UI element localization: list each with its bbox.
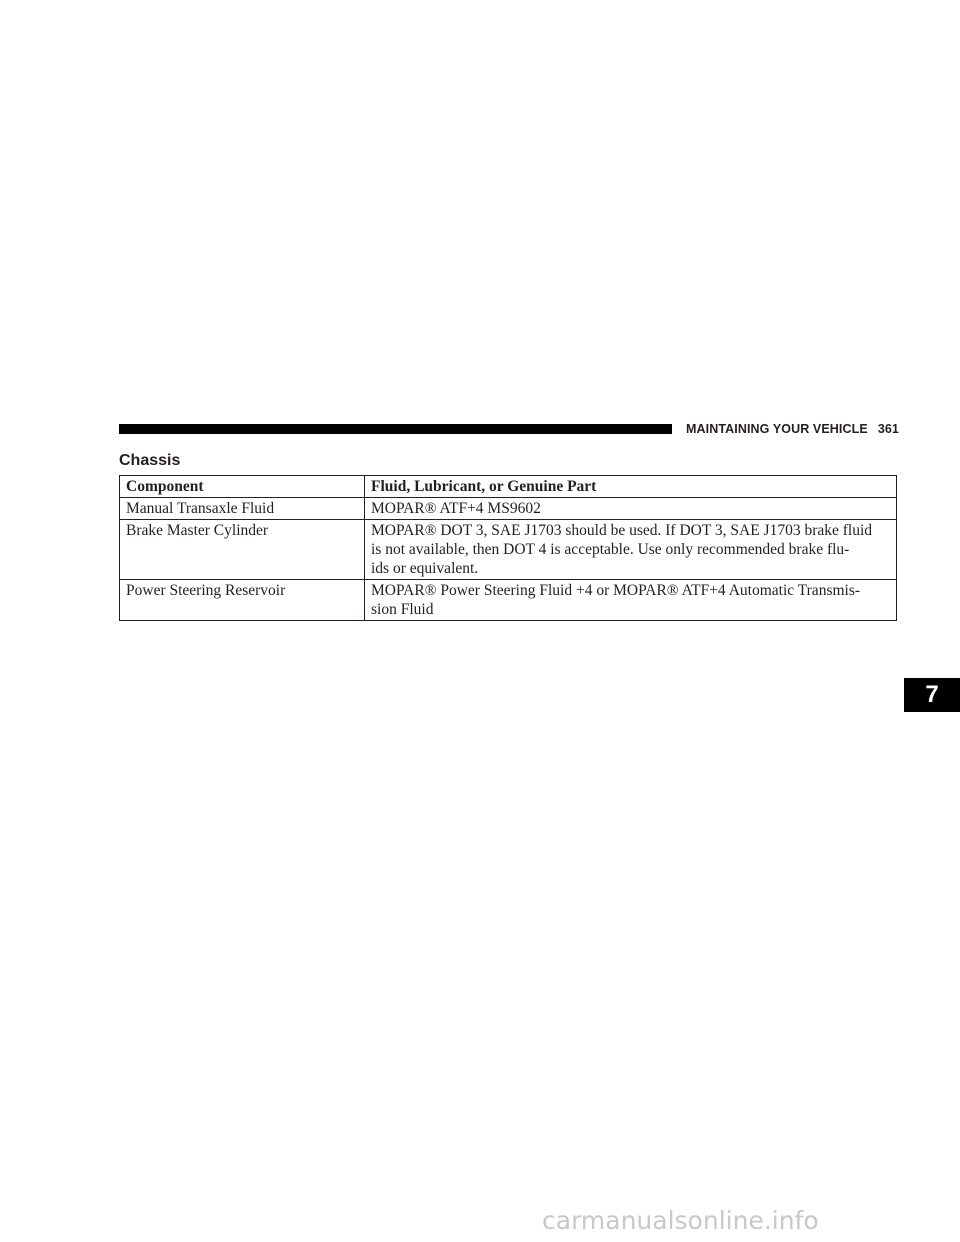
fluid-cell bbox=[365, 520, 897, 580]
component-cell: Power Steering Reservoir bbox=[120, 580, 365, 621]
fluid-line: is not available, then DOT 4 is acceptable. Use only recommended brake flu- bbox=[371, 541, 850, 558]
column-header-fluid: Fluid, Lubricant, or Genuine Part bbox=[365, 476, 897, 498]
fluid-line: MOPAR® ATF+4 MS9602 bbox=[371, 500, 541, 517]
component-cell: Brake Master Cylinder bbox=[120, 520, 365, 580]
fluid-line: MOPAR® DOT 3, SAE J1703 should be used. If DOT 3, SAE J1703 brake fluid bbox=[371, 522, 873, 539]
fluid-cell bbox=[365, 498, 897, 520]
watermark: carmanualsonline.info bbox=[542, 1206, 819, 1235]
fluid-line: MOPAR® Power Steering Fluid +4 or MOPAR® ATF+4 Automatic Transmis- bbox=[371, 582, 861, 599]
header-section-title: MAINTAINING YOUR VEHICLE bbox=[686, 422, 868, 436]
component-cell: Manual Transaxle Fluid bbox=[120, 498, 365, 520]
fluids-table bbox=[119, 475, 897, 621]
table-header-row bbox=[120, 476, 897, 498]
table-row bbox=[120, 520, 897, 580]
table-row bbox=[120, 498, 897, 520]
fluid-line: sion Fluid bbox=[371, 601, 434, 618]
fluid-cell bbox=[365, 580, 897, 621]
running-header bbox=[686, 421, 899, 437]
header-rule bbox=[119, 424, 672, 434]
column-header-component: Component bbox=[120, 476, 365, 498]
chapter-tab: 7 bbox=[904, 678, 960, 712]
table-row bbox=[120, 580, 897, 621]
fluid-line: ids or equivalent. bbox=[371, 560, 479, 577]
section-heading: Chassis bbox=[119, 452, 181, 469]
page-number: 361 bbox=[877, 422, 899, 436]
